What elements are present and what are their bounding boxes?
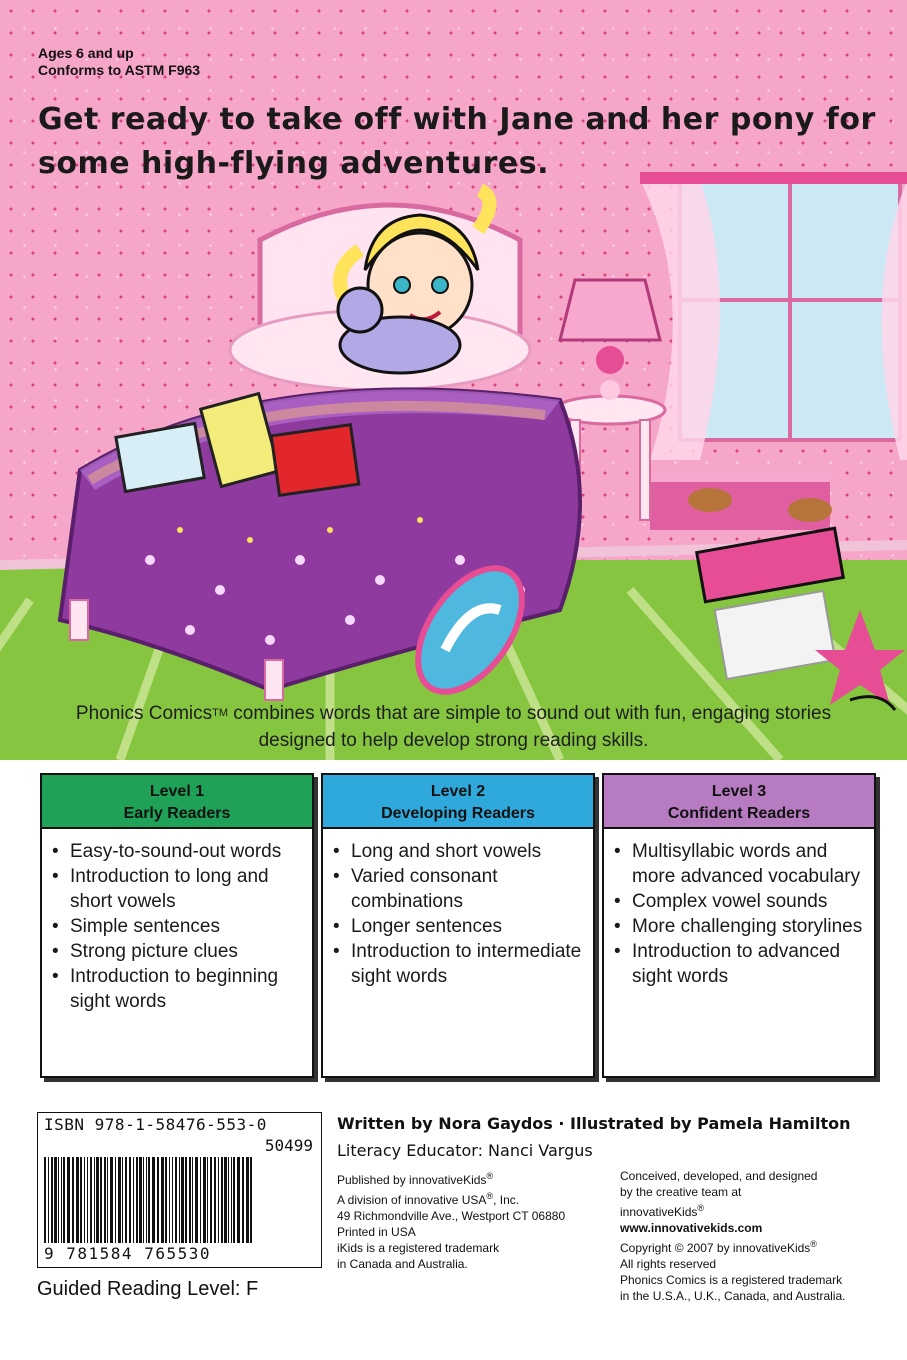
- barcode-bar: [129, 1157, 131, 1243]
- barcode-bar: [94, 1157, 95, 1243]
- barcode-bar: [96, 1157, 99, 1243]
- barcode-bar: [84, 1157, 85, 1243]
- level-1-box: [40, 773, 314, 1078]
- barcode-bar: [100, 1157, 102, 1243]
- list-item: • Strong picture clues: [64, 939, 304, 964]
- barcode-bar: [179, 1157, 180, 1243]
- level-3-box: [602, 773, 876, 1078]
- barcode-bar: [242, 1157, 244, 1243]
- barcode-bar: [203, 1157, 206, 1243]
- list-item: • Long and short vowels: [345, 839, 585, 864]
- barcode-bar: [115, 1157, 116, 1243]
- copyright-line: Phonics Comics is a registered trademark: [620, 1273, 843, 1287]
- barcode-bar: [67, 1157, 70, 1243]
- barcode-bar: [107, 1157, 108, 1243]
- price-code: 50499: [264, 1136, 313, 1155]
- barcode-bar: [87, 1157, 88, 1243]
- barcode-bar: [200, 1157, 201, 1243]
- copyright-line: All rights reserved: [620, 1257, 717, 1271]
- barcode-bar: [246, 1157, 249, 1243]
- barcode-bar: [63, 1157, 65, 1243]
- age-line: Ages 6 and up: [38, 45, 134, 61]
- barcode-bar: [152, 1157, 155, 1243]
- barcode-bar: [58, 1157, 59, 1243]
- list-item: • Introduction to long and short vowels: [64, 864, 304, 914]
- list-item: • Simple sentences: [64, 914, 304, 939]
- list-item: • Introduction to advanced sight words: [626, 939, 866, 989]
- list-item: • More challenging storylines: [626, 914, 866, 939]
- barcode-bar: [80, 1157, 82, 1243]
- barcode-bar: [72, 1157, 74, 1243]
- barcode-bar: [146, 1157, 147, 1243]
- level-2-list: [323, 829, 593, 989]
- barcode-bar: [218, 1157, 219, 1243]
- barcode-bar: [48, 1157, 49, 1243]
- level-1-header: [42, 775, 312, 829]
- barcode-bar: [228, 1157, 229, 1243]
- barcode-bar: [61, 1157, 62, 1243]
- copyright-line: innovativeKids®: [620, 1203, 705, 1219]
- level-2-box: [321, 773, 595, 1078]
- barcode-bar: [136, 1157, 138, 1243]
- barcode-bar: [110, 1157, 113, 1243]
- barcode-bar: [125, 1157, 127, 1243]
- level-1-title: Level 1: [149, 783, 205, 800]
- barcode-bar: [189, 1157, 191, 1243]
- barcode-bar: [192, 1157, 193, 1243]
- barcode-bar: [207, 1157, 208, 1243]
- barcode-bar: [237, 1157, 240, 1243]
- level-3-title: Level 3: [711, 783, 767, 800]
- level-1-list: [42, 829, 312, 1014]
- copyright-line: Conceived, developed, and designed: [620, 1169, 818, 1183]
- level-2-header: [323, 775, 593, 829]
- barcode-bar: [54, 1157, 57, 1243]
- copyright-info: [620, 1168, 900, 1304]
- barcode-bar: [169, 1157, 170, 1243]
- level-2-subtitle: Developing Readers: [381, 805, 535, 822]
- barcode-bar: [233, 1157, 235, 1243]
- publisher-line: 49 Richmondville Ave., Westport CT 06880: [337, 1209, 566, 1223]
- isbn-number: ISBN 978-1-58476-553-0: [44, 1115, 267, 1134]
- level-3-header: [604, 775, 874, 829]
- publisher-line: in Canada and Australia.: [337, 1257, 468, 1271]
- age-rating: [38, 45, 200, 79]
- literacy-educator: Literacy Educator: Nanci Vargus: [337, 1141, 593, 1160]
- barcode-digits: 9 781584 765530: [44, 1244, 211, 1263]
- copyright-line: by the creative team at: [620, 1185, 742, 1199]
- publisher-line: iKids is a registered trademark: [337, 1241, 500, 1255]
- barcode-bar: [44, 1157, 46, 1243]
- copyright-line: in the U.S.A., U.K., Canada, and Australia.: [620, 1289, 846, 1303]
- copyright-line: Copyright © 2007 by innovativeKids®: [620, 1239, 817, 1255]
- barcode-bar: [51, 1157, 53, 1243]
- list-item: • Varied consonant combinations: [345, 864, 585, 914]
- intro-paragraph: [40, 700, 867, 754]
- barcode-bar: [181, 1157, 184, 1243]
- author-credits: Written by Nora Gaydos · Illustrated by Pamela Hamilton: [337, 1114, 851, 1133]
- brand-name: Phonics Comics: [75, 703, 213, 724]
- level-2-title: Level 2: [430, 783, 486, 800]
- barcode-bar: [161, 1157, 164, 1243]
- level-3-list: [604, 829, 874, 989]
- barcode-bar: [76, 1157, 79, 1243]
- barcode-bar: [165, 1157, 167, 1243]
- barcode-bar: [104, 1157, 106, 1243]
- list-item: • Multisyllabic words and more advanced vocabulary: [626, 839, 866, 889]
- list-item: • Easy-to-sound-out words: [64, 839, 304, 864]
- guided-reading-level: Guided Reading Level: F: [37, 1278, 259, 1300]
- astm-line: Conforms to ASTM F963: [38, 62, 201, 78]
- barcode-bar: [90, 1157, 92, 1243]
- barcode-bar: [221, 1157, 223, 1243]
- barcode-bar: [157, 1157, 159, 1243]
- barcode-bar: [118, 1157, 121, 1243]
- list-item: • Longer sentences: [345, 914, 585, 939]
- publisher-line: Published by innovativeKids®: [337, 1171, 494, 1187]
- list-item: • Complex vowel sounds: [626, 889, 866, 914]
- barcode-bar: [250, 1157, 252, 1243]
- publisher-info: [337, 1168, 612, 1272]
- headline: Get ready to take off with Jane and her pony for some high-flying adventures.: [38, 102, 876, 181]
- barcode-bars: [44, 1157, 259, 1243]
- barcode-bar: [210, 1157, 212, 1243]
- barcode-bar: [122, 1157, 123, 1243]
- barcode-bar: [143, 1157, 144, 1243]
- isbn-barcode: [37, 1112, 322, 1268]
- website-url: www.innovativekids.com: [620, 1221, 763, 1235]
- barcode-bar: [139, 1157, 142, 1243]
- trademark-mark: TM: [212, 707, 229, 719]
- reading-levels: [40, 773, 867, 1078]
- barcode-bar: [172, 1157, 173, 1243]
- barcode-bar: [224, 1157, 227, 1243]
- barcode-bar: [133, 1157, 134, 1243]
- list-item: • Introduction to beginning sight words: [64, 964, 304, 1014]
- barcode-bar: [148, 1157, 150, 1243]
- intro-text: combines words that are simple to sound out with fun, engaging stories designed to help develop strong reading skills.: [228, 703, 832, 751]
- barcode-bar: [214, 1157, 216, 1243]
- publisher-line: A division of innovative USA®, Inc.: [337, 1191, 520, 1207]
- barcode-bar: [185, 1157, 187, 1243]
- level-3-subtitle: Confident Readers: [667, 805, 811, 822]
- barcode-bar: [175, 1157, 177, 1243]
- list-item: • Introduction to intermediate sight words: [345, 939, 585, 989]
- publisher-line: Printed in USA: [337, 1225, 416, 1239]
- barcode-bar: [231, 1157, 232, 1243]
- level-1-subtitle: Early Readers: [123, 805, 231, 822]
- barcode-bar: [195, 1157, 198, 1243]
